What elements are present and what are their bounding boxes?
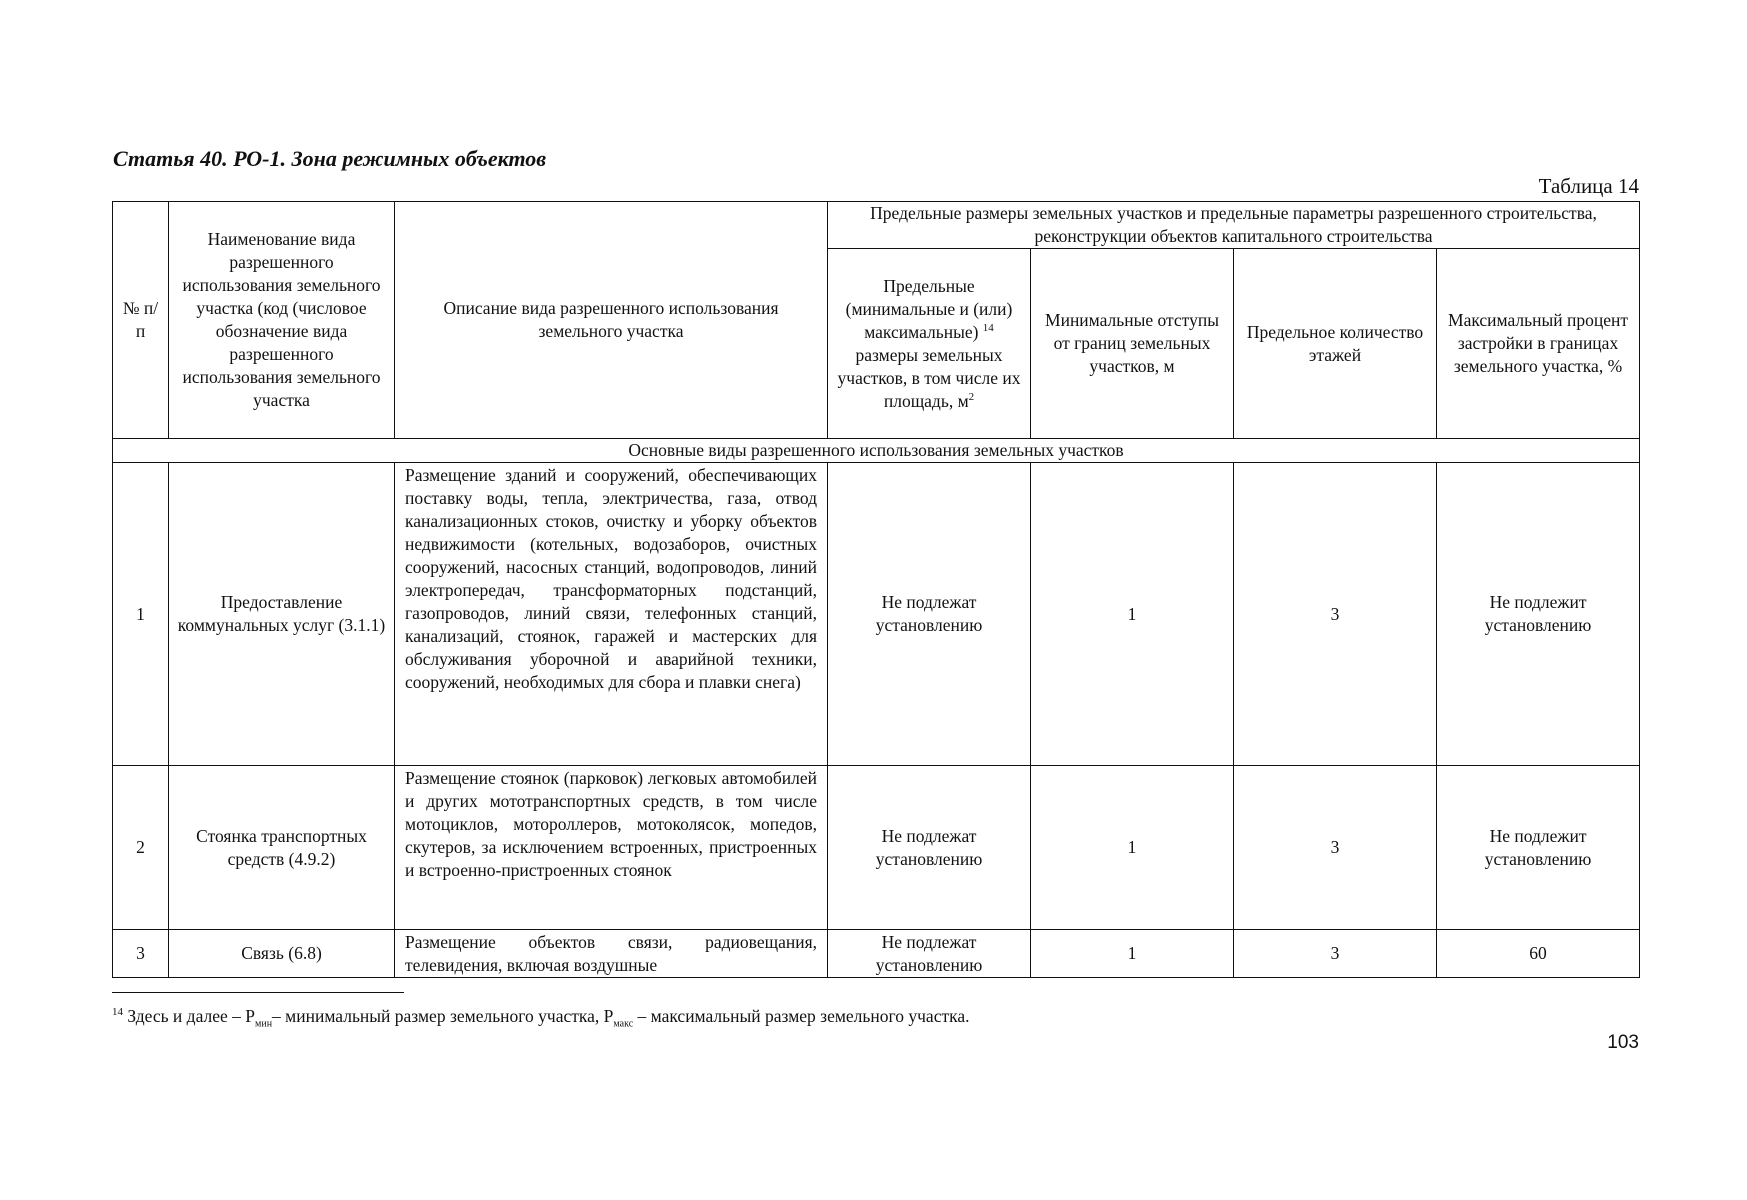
header-group: Предельные размеры земельных участков и предельные параметры разрешенного строительства, реконструкции объектов капитального строительства [828, 202, 1640, 249]
page-title: Статья 40. РО-1. Зона режимных объектов [113, 146, 547, 171]
row-num: 3 [113, 930, 169, 978]
row-num: 2 [113, 766, 169, 930]
row-sizes: Не подлежат установлению [828, 463, 1031, 766]
footnote-text-1: Здесь и далее – Р [127, 1006, 256, 1026]
row-floors: 3 [1234, 766, 1437, 930]
row-sizes: Не подлежат установлению [828, 930, 1031, 978]
footnote-divider [112, 992, 404, 993]
table-row [113, 930, 1640, 978]
row-sizes: Не подлежат установлению [828, 766, 1031, 930]
row-description: Размещение зданий и сооружений, обеспечивающих поставку воды, тепла, электричества, газа, отвод канализационных стоков, очистку и уборку объектов недвижимости (котельных, водозаборов, очистных сооружений, насосных станций, водопроводов, линий электропередач, трансформаторных подстанций, газопроводов, линий связи, телефонных станций, канализаций, стоянок, гаражей и мастерских для обслуживания уборочной и аварийной техники, сооружений, необходимых для сбора и плавки снега) [395, 463, 828, 766]
row-floors: 3 [1234, 463, 1437, 766]
header-floors: Предельное количество этажей [1234, 249, 1437, 439]
section-title: Основные виды разрешенного использования земельных участков [113, 439, 1640, 463]
footnote-text-3: – максимальный размер земельного участка. [633, 1006, 970, 1026]
footnote-text-2: – минимальный размер земельного участка, Р [272, 1006, 614, 1026]
unit-exponent: 2 [968, 390, 975, 403]
header-coverage: Максимальный процент застройки в границах земельного участка, % [1437, 249, 1640, 439]
footnote-ref-mark: 14 [982, 321, 994, 334]
header-sizes-main: Предельные (минимальные и (или) максимальные) [845, 275, 1013, 342]
row-setbacks: 1 [1031, 463, 1234, 766]
row-name: Связь (6.8) [169, 930, 395, 978]
row-coverage: Не подлежит установлению [1437, 766, 1640, 930]
row-name: Стоянка транспортных средств (4.9.2) [169, 766, 395, 930]
row-name: Предоставление коммунальных услуг (3.1.1) [169, 463, 395, 766]
header-sizes-rest: размеры земельных участков, в том числе их площадь, м [837, 344, 1021, 411]
header-row-1 [113, 202, 1640, 249]
row-setbacks: 1 [1031, 930, 1234, 978]
row-floors: 3 [1234, 930, 1437, 978]
page-number: 103 [1607, 1032, 1639, 1053]
footnote-number: 14 [112, 1006, 123, 1019]
header-setbacks: Минимальные отступы от границ земельных участков, м [1031, 249, 1234, 439]
row-coverage: 60 [1437, 930, 1640, 978]
table-row [113, 766, 1640, 930]
row-num: 1 [113, 463, 169, 766]
table-row [113, 463, 1640, 766]
row-description: Размещение стоянок (парковок) легковых автомобилей и других мототранспортных средств, в том числе мотоциклов, мотороллеров, мотоколясок, мопедов, скутеров, за исключением встроенных, пристроенных и встроенно-пристроенных стоянок [395, 766, 828, 930]
footnote [112, 1006, 970, 1030]
footnote-sub-max: макс [613, 1018, 634, 1030]
header-description: Описание вида разрешенного использования земельного участка [395, 202, 828, 439]
footnote-sub-min: мин [255, 1018, 273, 1030]
section-row [113, 439, 1640, 463]
zoning-table [112, 201, 1640, 978]
header-name: Наименование вида разрешенного использования земельного участка (код (числовое обозначение вида разрешенного использования земельного участка [169, 202, 395, 439]
header-sizes [828, 249, 1031, 439]
row-setbacks: 1 [1031, 766, 1234, 930]
header-num: № п/п [113, 202, 169, 439]
row-coverage: Не подлежит установлению [1437, 463, 1640, 766]
table-caption: Таблица 14 [1538, 174, 1639, 198]
row-description: Размещение объектов связи, радиовещания, телевидения, включая воздушные [395, 930, 828, 978]
